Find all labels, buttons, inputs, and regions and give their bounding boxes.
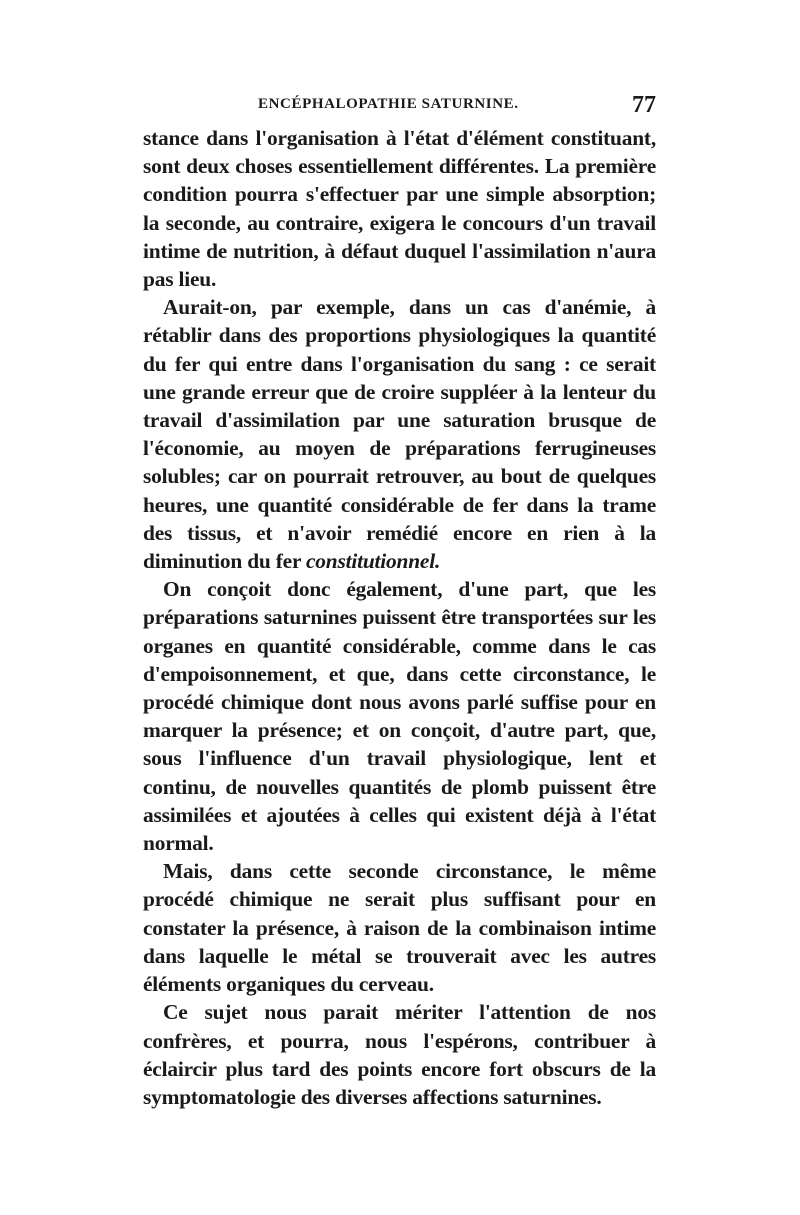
paragraph-anemia-example bbox=[143, 293, 656, 575]
body-text bbox=[143, 124, 656, 1111]
paragraph-conclusion: Ce sujet nous parait mériter l'attention de nos confrères, et pourra, nous l'espérons, contribuer à éclaircir plus tard des points encore fort obscurs de la symptomatologie des diverses affections saturnines. bbox=[143, 1000, 656, 1109]
running-head bbox=[140, 92, 656, 122]
paragraph-second-circumstance: Mais, dans cette seconde circonstance, le même procédé chimique ne serait plus suffisant pour en constater la présence, à raison de la combinaison intime dans laquelle le métal se trouverait avec les autres éléments organiques du cerveau. bbox=[143, 859, 656, 997]
paragraph-continuation: stance dans l'organisation à l'état d'élément constituant, sont deux choses essentiellement différentes. La première condition pourra s'effectuer par une simple absorption; la seconde, au contraire, exigera le concours d'un travail intime de nutrition, à défaut duquel l'assimilation n'aura pas lieu. bbox=[143, 126, 656, 292]
paragraph-anemia-text: Aurait-on, par exemple, dans un cas d'anémie, à rétablir dans des proportions physiologiques la quantité du fer qui entre dans l'organisation du sang : ce serait une grande erreur que de croire suppléer à la lenteur du travail d'assimilation par une saturation brusque de l'économie, au moyen de préparations ferrugineuses solubles; car on pourrait retrouver, au bout de quelques heures, une quantité considérable de fer dans la trame des tissus, et n'avoir remédié encore en rien à la diminution du fer bbox=[143, 295, 656, 574]
running-title: ENCÉPHALOPATHIE SATURNINE. bbox=[258, 96, 519, 112]
page-number: 77 bbox=[632, 92, 656, 118]
emphasized-term: constitutionnel. bbox=[306, 549, 441, 574]
paragraph-saturnine-preparations: On conçoit donc également, d'une part, que les préparations saturnines puissent être transportées sur les organes en quantité considérable, comme dans le cas d'empoisonnement, et que, dans cette circonstance, le procédé chimique dont nous avons parlé suffise pour en marquer la présence; et on conçoit, d'autre part, que, sous l'influence d'un travail physiologique, lent et continu, de nouvelles quantités de plomb puissent être assimilées et ajoutées à celles qui existent déjà à l'état normal. bbox=[143, 577, 656, 856]
